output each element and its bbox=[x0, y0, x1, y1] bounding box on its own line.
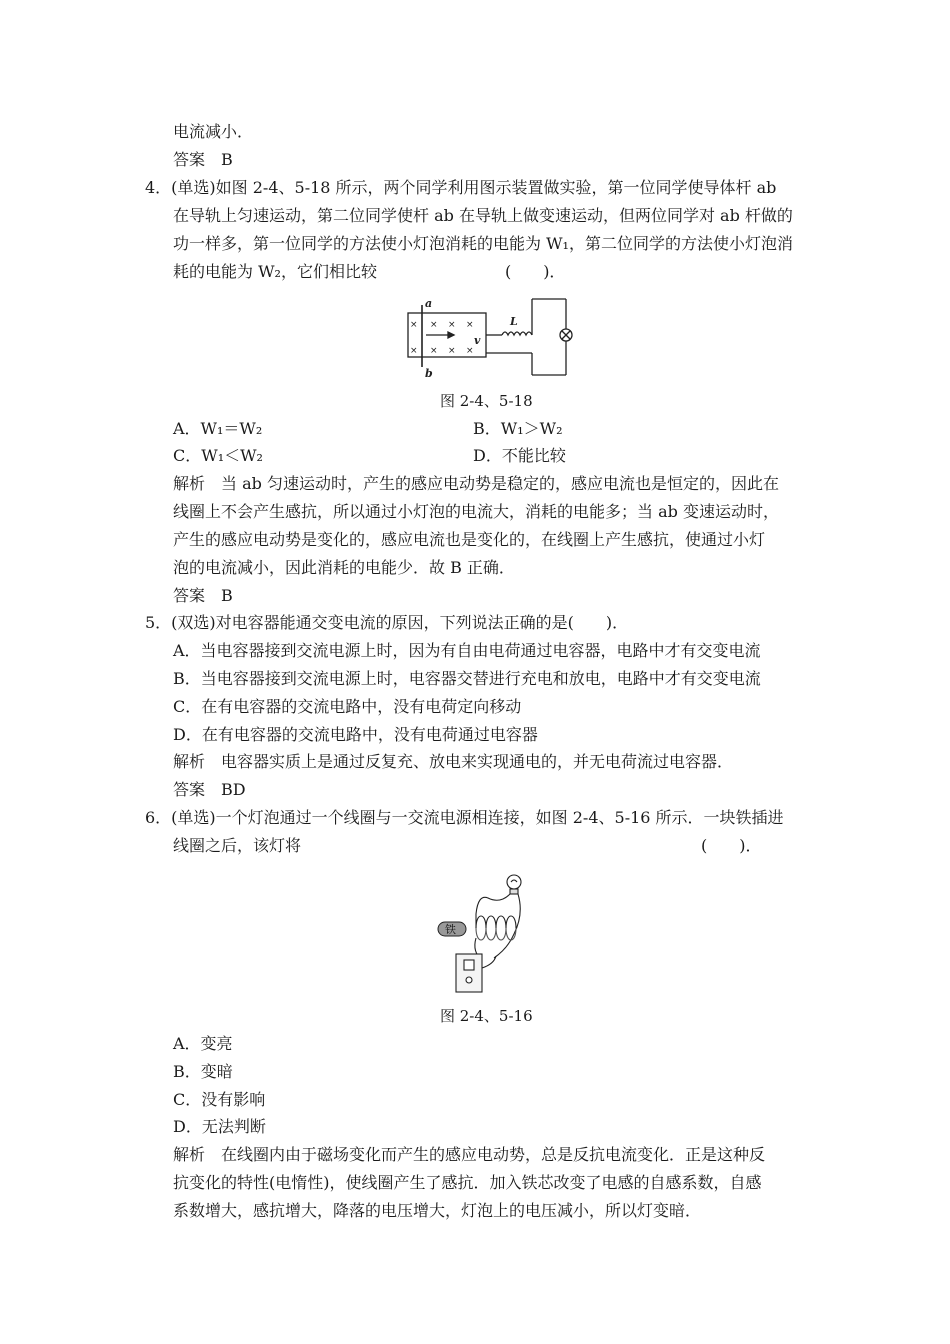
field-mark: × bbox=[466, 320, 474, 330]
field-mark: × bbox=[448, 346, 456, 356]
analysis-line: 解析 当 ab 匀速运动时，产生的感应电动势是稳定的，感应电流也是恒定的，因此在 bbox=[173, 474, 779, 493]
option-c: C．没有影响 bbox=[173, 1090, 266, 1109]
question-4-line: 功一样多，第一位同学的方法使小灯泡消耗的电能为 W₁，第二位同学的方法使小灯泡消 bbox=[173, 234, 793, 253]
answer-line: 答案 BD bbox=[173, 780, 246, 799]
figure-caption: 图 2-4、5-18 bbox=[440, 392, 533, 410]
label-a: a bbox=[425, 297, 433, 310]
option-b: B．W₁＞W₂ bbox=[473, 419, 563, 438]
field-mark: × bbox=[448, 320, 456, 330]
text-line: 电流减小． bbox=[173, 122, 254, 141]
option-b: B．变暗 bbox=[173, 1062, 233, 1081]
field-mark: × bbox=[430, 346, 438, 356]
analysis-line: 解析 在线圈内由于磁场变化而产生的感应电动势，总是反抗电流变化．正是这种反 bbox=[173, 1145, 766, 1164]
option-a: A．变亮 bbox=[173, 1034, 233, 1053]
option-c: C．W₁＜W₂ bbox=[173, 446, 263, 465]
option-b: B．当电容器接到交流电源上时，电容器交替进行充电和放电，电路中才有交变电流 bbox=[173, 669, 761, 688]
figure-caption: 图 2-4、5-16 bbox=[440, 1007, 533, 1025]
analysis-line: 产生的感应电动势是变化的，感应电流也是变化的，在线圈上产生感抗，使通过小灯 bbox=[173, 530, 766, 549]
option-a: A．当电容器接到交流电源上时，因为有自由电荷通过电容器，电路中才有交变电流 bbox=[173, 641, 761, 660]
question-6-line: 6．(单选)一个灯泡通过一个线圈与一交流电源相连接，如图 2-4、5-16 所示．一块铁插进 bbox=[145, 808, 784, 827]
answer-line: 答案 B bbox=[173, 586, 233, 605]
option-d: D．不能比较 bbox=[473, 446, 566, 465]
figure-circuit-rails bbox=[404, 295, 594, 383]
option-c: C．在有电容器的交流电路中，没有电荷定向移动 bbox=[173, 697, 522, 716]
label-L: L bbox=[510, 315, 518, 328]
analysis-line: 系数增大，感抗增大，降落的电压增大，灯泡上的电压减小，所以灯变暗． bbox=[173, 1201, 702, 1220]
field-mark: × bbox=[410, 320, 418, 330]
question-5-line: 5．(双选)对电容器能通交变电流的原因，下列说法正确的是( )． bbox=[145, 613, 629, 632]
figure-coil-bulb bbox=[436, 868, 536, 996]
analysis-line: 泡的电流减小，因此消耗的电能少．故 B 正确． bbox=[173, 558, 515, 577]
field-mark: × bbox=[430, 320, 438, 330]
question-4-line: 在导轨上匀速运动，第二位同学使杆 ab 在导轨上做变速运动，但两位同学对 ab 杆做的 bbox=[173, 206, 793, 225]
question-4-line: 4．(单选)如图 2-4、5-18 所示，两个同学利用图示装置做实验，第一位同学使导体杆 ab bbox=[145, 178, 777, 197]
field-mark: × bbox=[466, 346, 474, 356]
question-6-line: 线圈之后，该灯将 ( )． bbox=[173, 836, 762, 855]
analysis-line: 解析 电容器实质上是通过反复充、放电来实现通电的，并无电荷流过电容器． bbox=[173, 752, 734, 771]
answer-line: 答案 B bbox=[173, 150, 233, 169]
iron-label: 铁 bbox=[445, 923, 456, 936]
field-mark: × bbox=[410, 346, 418, 356]
option-d: D．无法判断 bbox=[173, 1117, 266, 1136]
question-4-line: 耗的电能为 W₂，它们相比较 ( )． bbox=[173, 262, 566, 281]
option-d: D．在有电容器的交流电路中，没有电荷通过电容器 bbox=[173, 725, 538, 744]
label-v: v bbox=[474, 334, 481, 347]
analysis-line: 线圈上不会产生感抗，所以通过小灯泡的电流大，消耗的电能多；当 ab 变速运动时， bbox=[173, 502, 779, 521]
label-b: b bbox=[425, 367, 433, 380]
option-a: A．W₁＝W₂ bbox=[173, 419, 263, 438]
analysis-line: 抗变化的特性(电惰性)，使线圈产生了感抗．加入铁芯改变了电感的自感系数，自感 bbox=[173, 1173, 762, 1192]
